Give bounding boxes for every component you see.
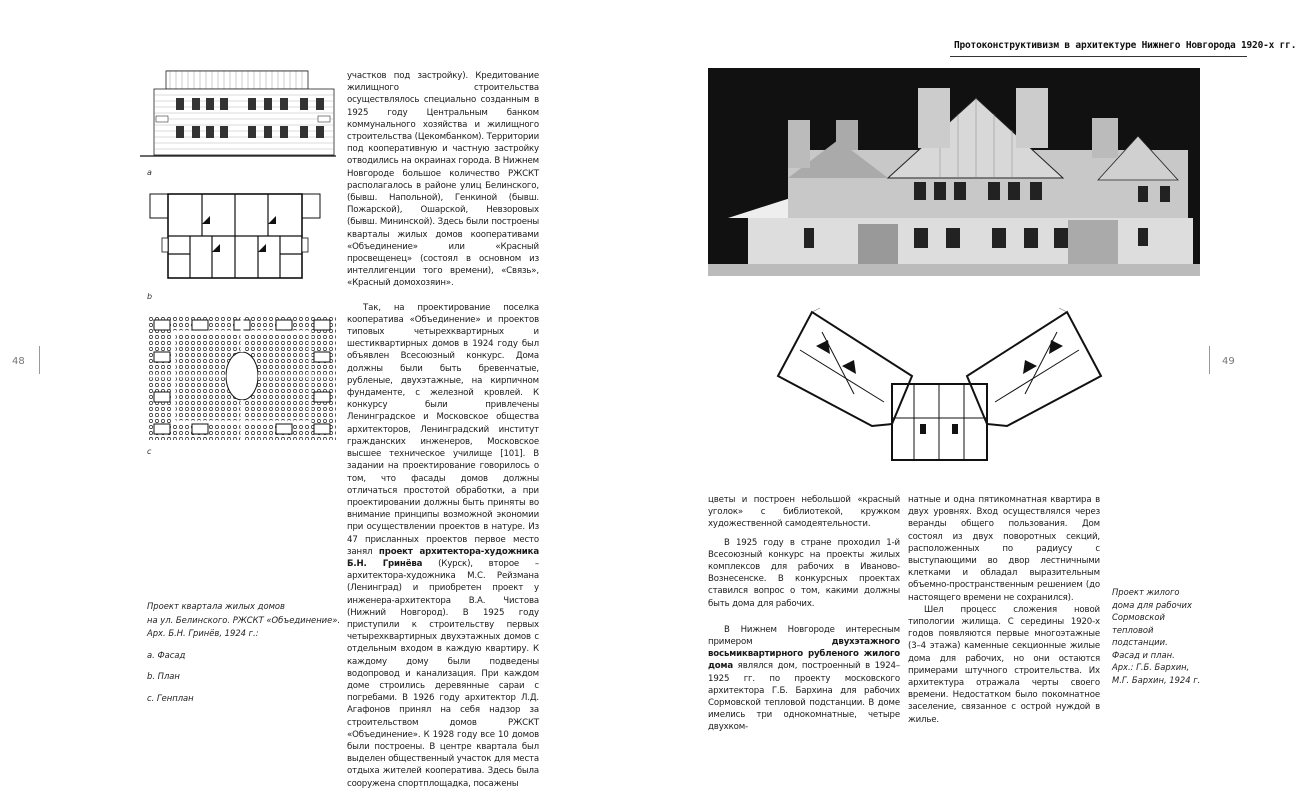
right-caption-line-3: Сормовской xyxy=(1112,612,1165,622)
page-number-divider-right xyxy=(1209,346,1210,374)
figure-b-label: b xyxy=(147,292,153,301)
right-body-text-column-1 xyxy=(708,494,900,734)
left-caption-item-plan: b. План xyxy=(147,671,180,681)
right-caption-line-4: тепловой xyxy=(1112,624,1154,635)
right-col1-paragraph-1: цветы и построен небольшой «красный уголок» с библиотекой, кружком художественной самодеятельности. xyxy=(708,495,900,530)
right-col1-paragraph-3: В Нижнем Новгороде интересным примером двухэтажного восьмиквартирного рубленого жилого дома являлся дом, построенный в 1924–1925 гг. по проекту московского архитектора Г.Б. Бархина для рабочих Сормовской тепловой подстанции. В доме имелись три однокомнатные, четыре двухком- xyxy=(708,624,900,733)
left-body-text xyxy=(347,70,539,790)
figure-house-floor-plan xyxy=(772,306,1107,466)
figure-a-label: a xyxy=(147,168,152,177)
figure-c-label: c xyxy=(147,447,152,456)
figure-b-plan xyxy=(150,192,320,280)
right-figure-caption xyxy=(1112,586,1222,686)
page-number-left: 48 xyxy=(12,356,25,367)
right-col1-paragraph-3-emphasis: двухэтажного восьмиквартирного рубленого жилого дома xyxy=(708,637,900,672)
right-col2-paragraph-2: Шел процесс сложения новой типологии жилища. С середины 1920-х годов появляются первые многоэтажные (3–4 этажа) каменные секционные жилые дома для рабочих, но они остаются примерами штучного строительства. Их архитектура отражала черты своего времени. Недостатком было покомнатное заселение, связанное с острой нуждой в жилье. xyxy=(908,604,1100,725)
right-col2-paragraph-1: натные и одна пятикомнатная квартира в двух уровнях. Вход осуществлялся через веранды общего пользования. Дом состоял из двух поворотных секций, расположенных по радиусу с выступающими во двор лестничными клетками и обладал выразительным объемно-пространственным решением (до настоящего времени не сохранился). xyxy=(908,495,1100,603)
page-number-right: 49 xyxy=(1222,356,1235,367)
right-caption-line-5: подстанции. xyxy=(1112,637,1168,647)
page-number-divider-left xyxy=(39,346,40,374)
left-caption-title-line-1: Проект квартала жилых домов xyxy=(147,601,285,611)
figure-c-general-plan xyxy=(148,316,336,440)
left-caption-title-line-3: Арх. Б.Н. Гринёв, 1924 г.: xyxy=(147,628,259,638)
left-caption-title-line-2: на ул. Белинского. РЖСКТ «Объединение». xyxy=(147,614,341,625)
left-paragraph-1: участков под застройку). Кредитование жилищного строительства осуществлялось специально созданным в 1925 году Центральным банком коммунального хозяйства и жилищного строительства (Цекомбанком). Территории под кооперативную и частную застройку отводились на окраинах города. В Нижнем Новгороде большое количество РЖСКТ располагалось в районе улиц Белинского, (бывш. Напольной), Генкиной (бывш. Пожарской), Ошарской, Невзоровых (бывш. Мининской). Здесь были построены кварталы жилых домов кооперативами «Объединение» или «Красный просвещенец» (состоял в основном из интеллигенции того времени), «Связь», «Красный домохозяин». xyxy=(347,71,539,289)
right-caption-line-8: М.Г. Бархин, 1924 г. xyxy=(1112,674,1201,685)
right-caption-line-6: Фасад и план. xyxy=(1112,649,1175,660)
header-rule xyxy=(950,56,1247,57)
left-page xyxy=(0,0,623,789)
figure-house-facade-photo xyxy=(708,68,1200,276)
figure-a-facade xyxy=(140,68,336,158)
right-col1-paragraph-2: В 1925 году в стране проходил 1-й Всесоюзный конкурс на проекты жилых комплексов для рабочих в Иваново-Вознесенске. В конкурсных проектах ставился вопрос о том, какими должны быть дома для рабочих. xyxy=(708,537,900,609)
right-caption-line-7: Арх.: Г.Б. Бархин, xyxy=(1112,662,1190,672)
right-body-text-column-2 xyxy=(908,494,1100,726)
left-paragraph-2: Так, на проектирование поселка кооператива «Объединение» и проектов типовых четырехквартирных и шестиквартирных домов в 1924 году был объявлен Всесоюзный конкурс. Дома должны были быть бревенчатые, рубленые, двухэтажные, на кирпичном фундаменте, с железной кровлей. К конкурсу были привлечены Ленинградское и Московское общества архитекторов, Ленинградский институт гражданских инженеров, Московское высшее техническое училище [101]. В задании на проектирование говорилось о том, что фасады домов должны отличаться простотой обработки, а при проектировании должны быть приняты во внимание принципы возможной экономии при осуществлении проектов в натуре. Из 47 присланных проектов первое место занял проект архитектора-художника Б.Н. Гринёва (Курск), второе – архитектора-художника М.С. Рейзмана (Ленинград) и приобретен проект у инженера-архитектора В.А. Чистова (Нижний Новгород). В 1925 году приступили к строительству первых четырехквартирных двухэтажных домов с отдельным входом в каждую квартиру. К каждому дому были подведены водопровод и канализация. При каждом доме строились деревянные сараи с погребами. В 1926 году архитектор Л.Д. Агафонов принял на себя надзор за строительством домов РЖСКТ «Объединение». К 1928 году все 10 домов были построены. В центре квартала был выделен общественный участок для места отдыха жителей кооператива. Здесь была сооружена спортплощадка, посажены xyxy=(347,302,540,789)
running-header: Протоконструктивизм в архитектуре Нижнего Новгорода 1920-х гг. xyxy=(954,40,1296,51)
right-caption-line-1: Проект жилого xyxy=(1112,587,1180,597)
right-caption-line-2: дома для рабочих xyxy=(1112,599,1192,610)
left-caption-item-facade: a. Фасад xyxy=(147,649,186,660)
left-caption-item-general-plan: c. Генплан xyxy=(147,692,194,703)
left-figure-caption xyxy=(147,600,343,705)
left-paragraph-2-emphasis: проект архитектора-художника Б.Н. Гринёва xyxy=(347,546,540,569)
